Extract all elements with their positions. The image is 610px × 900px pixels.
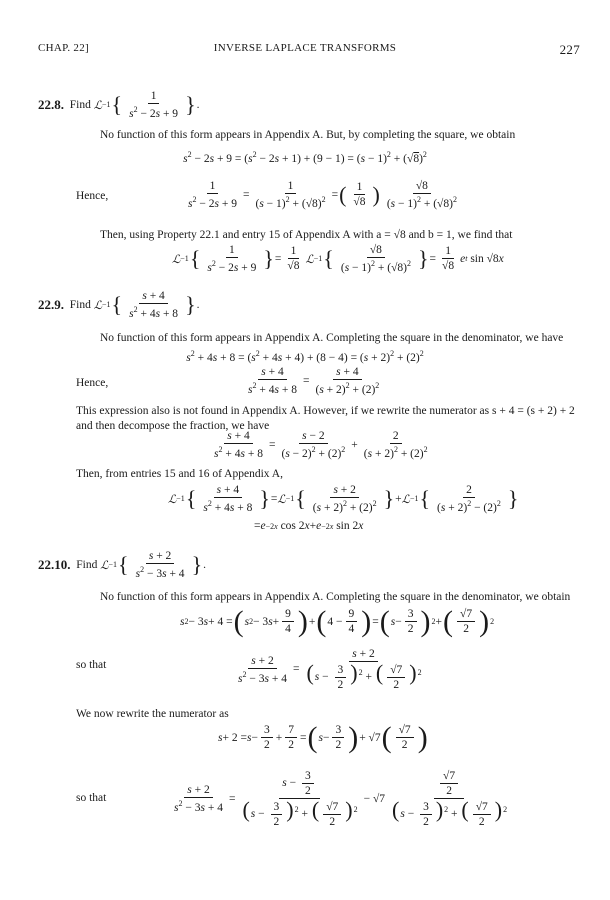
so-that-label: so that (76, 659, 107, 671)
hence-label: Hence, (76, 377, 109, 389)
paragraph: We now rewrite the numerator as (76, 708, 229, 720)
paragraph: No function of this form appears in Appendix A. Completing the square in the denominator, we have (100, 332, 564, 344)
equation: $\frac{s + 4}{s^2 + 4s + 8}$ = $\frac{s - 2}{(s - 2)^2 + (2)^2}$ + $\frac{2}{(s + 2)^2 + (2)^2}$ (214, 430, 428, 460)
chapter-label: CHAP. 22] (38, 42, 89, 54)
equation: $\frac{s + 4}{s^2 + 4s + 8}$ = $\frac{s + 4}{(s + 2)^2 + (2)^2}$ (248, 366, 380, 396)
find-label: Find (69, 298, 91, 311)
problem-22-8-statement: 22.8. Find ℒ −1 { $\frac{1}{s^2 - 2s + 9}$ } . (38, 90, 200, 120)
equation: $\frac{s + 2}{s^2 - 3s + 4}$ = s − $\frac{3}{2}$ (s − $\frac{3}{2}$ )$^2$ + ( $\frac{√7}{2}$ )$^2$ − √7 $\frac{√7}{2}$ (s − $\frac{3}{2}$ )$^2$ + ( $\frac{√7}{2}$ )$^2$ (174, 770, 508, 828)
paragraph: This expression also is not found in Appendix A. However, if we rewrite the numerator as s + 4 = (s + 2) + 2 and then decompose the fraction, we have (76, 405, 575, 432)
hence-label: Hence, (76, 190, 109, 202)
problem-number: 22.10. (38, 556, 71, 572)
running-title: INVERSE LAPLACE TRANSFORMS (213, 42, 397, 54)
equation: = e −2x cos 2 x + e −2x sin 2 x (254, 520, 364, 532)
equation: $s^2 - 2s + 9 = (s^2 - 2s + 1) + (9 - 1) = (s - 1)^2 + (√8)^2$ (183, 150, 427, 165)
equation: s + 2 = s − $\frac{3}{2}$ + $\frac{7}{2}$ = ( s − $\frac{3}{2}$ ) + √7 ( $\frac{√7}{2}$ ) (218, 720, 428, 754)
equation: $\frac{1}{s^2 - 2s + 9}$ = $\frac{1}{(s - 1)^2 + (√8)^2}$ = ( $\frac{1}{√8}$ ) $\frac{√8}{(s - 1)^2 + (√8)^2}$ (188, 180, 457, 210)
problem-number: 22.8. (38, 96, 64, 112)
paragraph: Then, from entries 15 and 16 of Appendix A, (76, 468, 283, 480)
equation: ℒ −1 { $\frac{s + 4}{s^2 + 4s + 8}$ } = ℒ −1 { $\frac{s + 2}{(s + 2)^2 + (2)^2}$ } + ℒ −1 { $\frac{2}{(s + 2)^2 - (2)^2}$ } (168, 484, 519, 514)
so-that-label: so that (76, 792, 107, 804)
equation: ℒ −1 { $\frac{1}{s^2 - 2s + 9}$ } = $\frac{1}{√8}$ ℒ −1 { $\frac{√8}{(s - 1)^2 + (√8)^2}$ } = $\frac{1}{√8}$ e t sin √8 x (172, 244, 504, 274)
equation: $s^2 + 4s + 8 = (s^2 + 4s + 4) + (8 - 4) = (s + 2)^2 + (2)^2$ (186, 349, 424, 364)
problem-22-9-statement: 22.9. Find ℒ −1 { $\frac{s + 4}{s^2 + 4s + 8}$ } . (38, 290, 200, 320)
equation: $\frac{s + 2}{s^2 - 3s + 4}$ = s + 2 (s − $\frac{3}{2}$ )$^2$ + ( $\frac{√7}{2}$ )$^2$ (238, 648, 422, 691)
find-label: Find (69, 98, 91, 111)
page-number: 227 (559, 42, 580, 57)
paragraph: No function of this form appears in Appendix A. But, by completing the square, we obtain (100, 129, 516, 141)
paragraph: Then, using Property 22.1 and entry 15 of Appendix A with a = √8 and b = 1, we find that (100, 229, 513, 241)
equation: s 2 − 3 s + 4 = ( s 2 − 3 s + $\frac{9}{4}$ ) + ( 4 − $\frac{9}{4}$ ) = ( s − $\frac{3}{2}$ ) 2 + ( $\frac{√7}{2}$ ) 2 (180, 604, 495, 638)
problem-number: 22.9. (38, 296, 64, 312)
paragraph: No function of this form appears in Appendix A. Completing the square in the denominator, we obtain (100, 591, 571, 603)
problem-22-10-statement: 22.10. Find ℒ −1 { $\frac{s + 2}{s^2 - 3s + 4}$ } . (38, 550, 206, 580)
find-label: Find (76, 558, 98, 571)
